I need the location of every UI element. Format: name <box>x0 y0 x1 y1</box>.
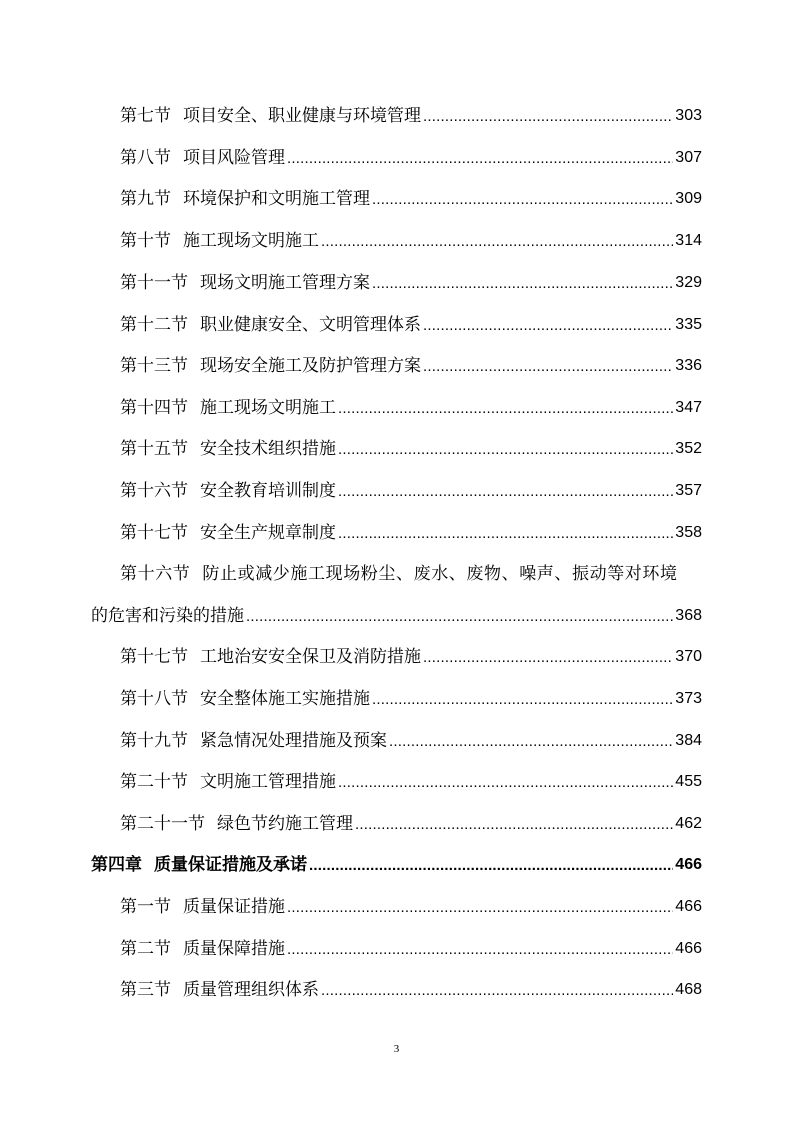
toc-entry[interactable] <box>120 930 702 960</box>
dot-leader <box>338 400 673 419</box>
dot-leader <box>423 358 673 377</box>
toc-entry-title-continuation: 的危害和污染的措施 <box>91 606 244 626</box>
toc-entry[interactable] <box>120 222 702 252</box>
toc-page-number: 352 <box>675 440 702 457</box>
toc-chapter-entry[interactable] <box>91 846 702 876</box>
toc-entry[interactable] <box>120 264 702 294</box>
toc-entry-label <box>120 813 353 835</box>
dot-leader <box>372 275 673 294</box>
toc-page-number: 309 <box>675 190 702 207</box>
toc-entry-title: 质量保证措施 <box>183 897 285 917</box>
toc-section-number: 第十三节 <box>120 356 188 376</box>
toc-page-number: 466 <box>675 940 702 957</box>
page-number: 3 <box>393 1043 400 1055</box>
toc-entry-label <box>120 688 370 710</box>
toc-chapter-label <box>91 854 307 876</box>
toc-entry-label <box>120 230 319 252</box>
toc-entry[interactable] <box>120 97 702 127</box>
dot-leader <box>372 191 673 210</box>
toc-entry-label <box>120 105 421 127</box>
toc-entry-label <box>120 480 336 502</box>
toc-section-number: 第十五节 <box>120 439 188 459</box>
dot-leader <box>287 150 673 169</box>
dot-leader <box>338 483 673 502</box>
toc-entry-title: 防止或减少施工现场粉尘、废水、废物、噪声、振动等对环境 <box>202 564 678 584</box>
toc-entry-title: 安全教育培训制度 <box>200 481 336 501</box>
dot-leader <box>338 774 673 793</box>
toc-page-number: 455 <box>675 773 702 790</box>
toc-entry[interactable] <box>120 722 702 752</box>
toc-entry-label <box>120 147 285 169</box>
toc-entry-label <box>120 438 336 460</box>
toc-entry-wrapped-first-line[interactable] <box>120 555 702 585</box>
toc-entry[interactable] <box>120 971 702 1001</box>
toc-entry[interactable] <box>120 805 702 835</box>
toc-page-number: 335 <box>675 316 702 333</box>
dot-leader <box>389 733 673 752</box>
toc-entry-label <box>120 979 319 1001</box>
toc-section-number: 第二节 <box>120 939 171 959</box>
toc-entry[interactable] <box>120 638 702 668</box>
toc-entry[interactable] <box>120 430 702 460</box>
toc-section-number: 第九节 <box>120 189 171 209</box>
toc-section-number: 第十一节 <box>120 273 188 293</box>
toc-page-number: 384 <box>675 732 702 749</box>
toc-page-number: 466 <box>675 856 702 873</box>
toc-page-number: 314 <box>675 232 702 249</box>
toc-entry-title: 紧急情况处理措施及预案 <box>200 731 387 751</box>
toc-entry-title: 环境保护和文明施工管理 <box>183 189 370 209</box>
toc-entry-label <box>120 730 387 752</box>
toc-section-number: 第十七节 <box>120 523 188 543</box>
toc-entry-label <box>120 938 285 960</box>
toc-page-number: 468 <box>675 981 702 998</box>
toc-entry[interactable] <box>120 180 702 210</box>
toc-entry-title: 安全生产规章制度 <box>200 523 336 543</box>
toc-entry[interactable] <box>120 347 702 377</box>
toc-entry-label <box>120 397 336 419</box>
toc-entry-title: 文明施工管理措施 <box>200 772 336 792</box>
toc-section-number: 第十九节 <box>120 731 188 751</box>
toc-entry[interactable] <box>120 139 702 169</box>
toc-entry[interactable] <box>120 389 702 419</box>
toc-entry-title: 施工现场文明施工 <box>183 231 319 251</box>
dot-leader <box>287 899 673 918</box>
toc-page-number: 329 <box>675 274 702 291</box>
toc-page-number: 336 <box>675 357 702 374</box>
toc-page-number: 307 <box>675 149 702 166</box>
toc-entry-title: 现场安全施工及防护管理方案 <box>200 356 421 376</box>
toc-entry-label <box>120 522 336 544</box>
toc-entry[interactable] <box>120 472 702 502</box>
toc-entry-title: 工地治安安全保卫及消防措施 <box>200 647 421 667</box>
toc-section-number: 第二十一节 <box>120 814 205 834</box>
toc-page-number: 370 <box>675 648 702 665</box>
toc-section-number: 第十二节 <box>120 315 188 335</box>
dot-leader <box>246 608 673 627</box>
toc-page-number: 358 <box>675 524 702 541</box>
toc-entry-title: 绿色节约施工管理 <box>217 814 353 834</box>
toc-section-number: 第三节 <box>120 980 171 1000</box>
toc-section-number: 第十六节 <box>120 481 188 501</box>
toc-entry[interactable] <box>120 514 702 544</box>
toc-page-number: 462 <box>675 815 702 832</box>
dot-leader <box>309 857 673 876</box>
toc-entry-label <box>120 188 370 210</box>
toc-section-number: 第二十节 <box>120 772 188 792</box>
toc-entry-label <box>120 314 421 336</box>
dot-leader <box>287 941 673 960</box>
toc-entry-title: 安全技术组织措施 <box>200 439 336 459</box>
toc-entry[interactable] <box>120 306 702 336</box>
dot-leader <box>372 691 673 710</box>
toc-entry-title: 质量管理组织体系 <box>183 980 319 1000</box>
dot-leader <box>321 233 673 252</box>
toc-entry-title: 安全整体施工实施措施 <box>200 689 370 709</box>
toc-section-number: 第八节 <box>120 148 171 168</box>
dot-leader <box>423 108 673 127</box>
toc-entry-title: 施工现场文明施工 <box>200 398 336 418</box>
toc-page-number: 347 <box>675 399 702 416</box>
toc-entry-title: 项目安全、职业健康与环境管理 <box>183 106 421 126</box>
toc-entry-label <box>120 896 285 918</box>
toc-page-number: 303 <box>675 107 702 124</box>
toc-page-number: 368 <box>675 607 702 624</box>
toc-entry-label <box>120 646 421 668</box>
dot-leader <box>355 816 673 835</box>
dot-leader <box>338 525 673 544</box>
toc-section-number: 第七节 <box>120 106 171 126</box>
toc-entry-title: 质量保障措施 <box>183 939 285 959</box>
toc-entry[interactable] <box>120 888 702 918</box>
toc-entry-title: 项目风险管理 <box>183 148 285 168</box>
dot-leader <box>338 441 673 460</box>
toc-entry-title: 现场文明施工管理方案 <box>200 273 370 293</box>
toc-entry-label <box>120 355 421 377</box>
toc-page-number: 357 <box>675 482 702 499</box>
toc-section-number: 第一节 <box>120 897 171 917</box>
toc-section-number: 第十四节 <box>120 398 188 418</box>
dot-leader <box>423 317 673 336</box>
toc-entry-label <box>120 272 370 294</box>
toc-section-number: 第十八节 <box>120 689 188 709</box>
toc-entry-wrapped-second-line[interactable] <box>91 597 702 627</box>
toc-section-number: 第十节 <box>120 231 171 251</box>
toc-entry-label <box>120 771 336 793</box>
toc-section-number: 第十七节 <box>120 647 188 667</box>
toc-chapter-number: 第四章 <box>91 855 142 875</box>
dot-leader <box>321 982 673 1001</box>
toc-chapter-title: 质量保证措施及承诺 <box>154 855 307 875</box>
toc-entry[interactable] <box>120 680 702 710</box>
dot-leader <box>423 649 673 668</box>
toc-entry-title: 职业健康安全、文明管理体系 <box>200 315 421 335</box>
toc-entry[interactable] <box>120 763 702 793</box>
toc-section-number: 第十六节 <box>120 564 191 584</box>
toc-page-number: 466 <box>675 898 702 915</box>
toc-page-number: 373 <box>675 690 702 707</box>
